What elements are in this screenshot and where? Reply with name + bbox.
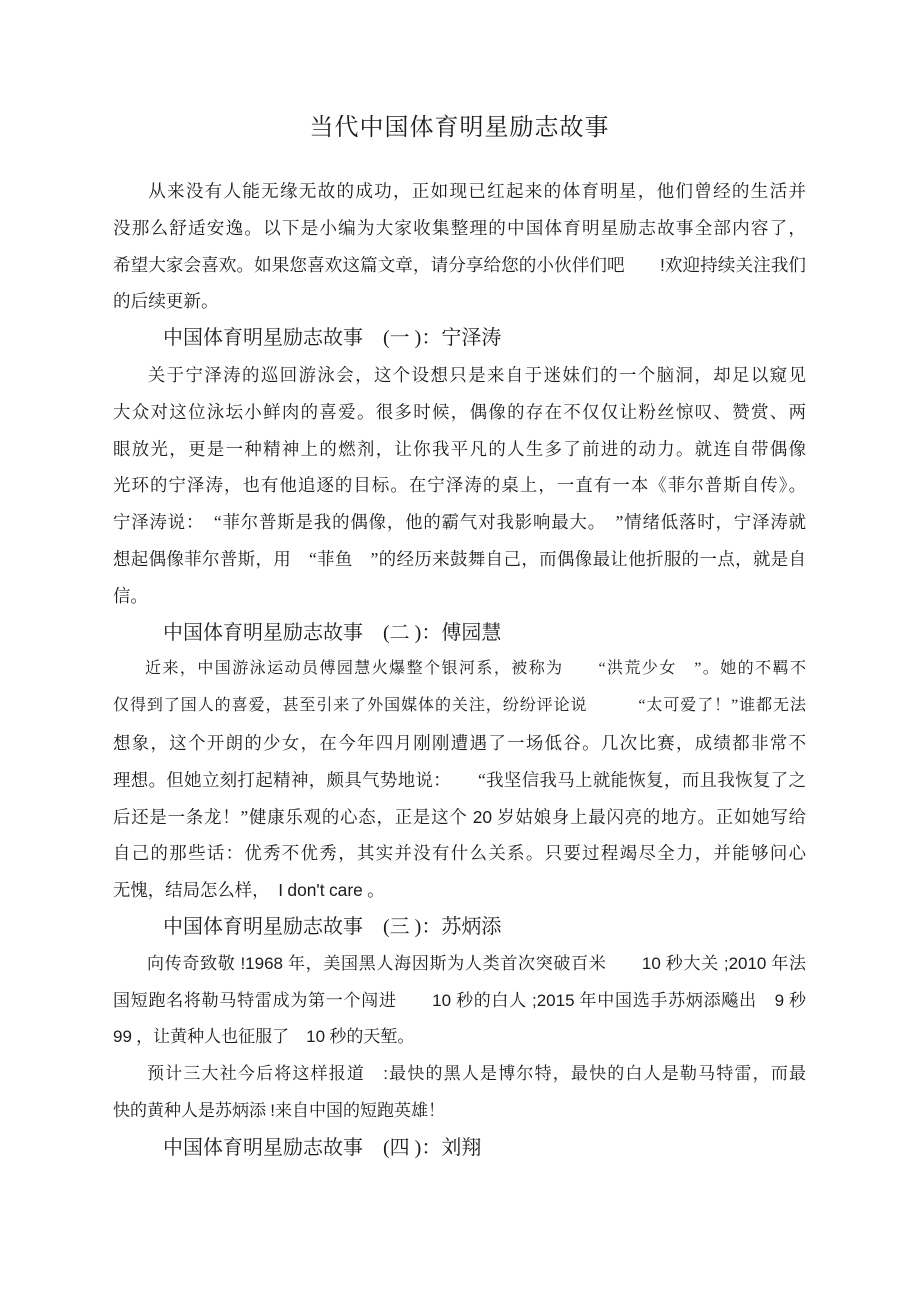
text-line: 关于宁泽涛的巡回游泳会，这个设想只是来自于迷妹们的一个脑洞，却足以窥见 xyxy=(147,364,806,385)
paragraph-intro xyxy=(113,173,806,320)
latin-text: : xyxy=(383,1064,388,1084)
text-line: 自己的那些话：优秀不优秀，其实并没有什么关系。只要过程竭尽全力，并能够问心 xyxy=(113,843,806,864)
text-line: 无愧，结局怎么样， I don't care 。 xyxy=(113,880,385,901)
text-line: 信。 xyxy=(113,585,148,606)
section-heading-fuyuanhui: 中国体育明星励志故事 (二 )：傅园慧 xyxy=(163,621,502,644)
latin-text: 10 xyxy=(641,953,661,973)
document-title: 当代中国体育明星励志故事 xyxy=(309,115,610,141)
latin-text: care xyxy=(328,880,363,901)
text-line: 仅得到了国人的喜爱，甚至引来了外国媒体的关注，纷纷评论说 “太可爱了！”谁都无法 xyxy=(113,697,806,715)
latin-text: ;2015 xyxy=(531,990,575,1010)
text-line: 想起偶像菲尔普斯，用 “菲鱼 ”的经历来鼓舞自己，而偶像最让他折服的一点，就是自 xyxy=(113,548,806,569)
latin-text: ! xyxy=(659,254,665,275)
latin-text: ! xyxy=(270,1100,275,1120)
latin-text: 20 xyxy=(472,806,493,827)
text-line: 希望大家会喜欢。如果您喜欢这篇文章，请分享给您的小伙伴们吧 !欢迎持续关注我们 xyxy=(113,254,806,275)
latin-text: don't xyxy=(287,880,325,901)
latin-text: !1968 xyxy=(240,953,283,973)
section-heading-ningzetao: 中国体育明星励志故事 (一 )：宁泽涛 xyxy=(163,327,502,350)
text-line: 从来没有人能无缘无故的成功，正如现已红起来的体育明星，他们曾经的生活并 xyxy=(148,181,806,201)
latin-text: 99 xyxy=(113,1027,132,1047)
text-line: 光环的宁泽涛，也有他追逐的目标。在宁泽涛的桌上，一直有一本《菲尔普斯自传》。 xyxy=(113,475,806,496)
text-line: 国短跑名将勒马特雷成为第一个闯进 10 秒的白人 ;2015 年中国选手苏炳添飚出 9 秒 xyxy=(113,990,806,1010)
text-line: 大众对这位泳坛小鲜肉的喜爱。很多时候，偶像的存在不仅仅让粉丝惊叹、赞赏、两 xyxy=(113,401,806,422)
text-line: 99 ，让黄种人也征服了 10 秒的天堑。 xyxy=(113,1027,415,1047)
section-heading-subingtian: 中国体育明星励志故事 (三 )：苏炳添 xyxy=(163,915,502,938)
latin-text: 10 xyxy=(432,990,452,1010)
text-line: 没那么舒适安逸。以下是小编为大家收集整理的中国体育明星励志故事全部内容了， xyxy=(113,217,806,238)
latin-text: I xyxy=(278,880,284,901)
latin-text: ;2010 xyxy=(723,953,767,973)
text-line: 向传奇致敬 !1968 年，美国黑人海因斯为人类首次突破百米 10 秒大关 ;2010 年法 xyxy=(147,953,806,973)
paragraph-fuyuanhui xyxy=(113,651,806,909)
text-line: 近来，中国游泳运动员傅园慧火爆整个银河系，被称为 “洪荒少女 ”。她的不羁不 xyxy=(145,660,806,678)
text-line: 宁泽涛说： “菲尔普斯是我的偶像，他的霸气对我影响最大。 ”情绪低落时，宁泽涛就 xyxy=(113,512,806,533)
text-line: 眼放光，更是一种精神上的燃剂，让你我平凡的人生多了前进的动力。就连自带偶像 xyxy=(113,438,806,459)
latin-text: 10 xyxy=(306,1027,326,1047)
latin-text: 9 xyxy=(774,990,785,1010)
paragraph-ningzetao xyxy=(113,357,806,615)
paragraph-subingtian xyxy=(113,946,806,1056)
text-line: 的后续更新。 xyxy=(113,291,219,312)
paragraph-prediction xyxy=(113,1056,806,1130)
text-line: 预计三大社今后将这样报道 :最快的黑人是博尔特，最快的白人是勒马特雷，而最 xyxy=(147,1064,806,1084)
text-line: 后还是一条龙！”健康乐观的心态，正是这个 20 岁姑娘身上最闪亮的地方。正如她写给 xyxy=(113,806,806,827)
text-line: 快的黄种人是苏炳添 !来自中国的短跑英雄！ xyxy=(113,1100,445,1120)
section-heading-liuxiang: 中国体育明星励志故事 (四 )：刘翔 xyxy=(163,1136,482,1159)
text-line: 理想。但她立刻打起精神，颇具气势地说： “我坚信我马上就能恢复，而且我恢复了之 xyxy=(113,769,806,790)
text-line: 想象，这个开朗的少女，在今年四月刚刚遭遇了一场低谷。几次比赛，成绩都非常不 xyxy=(113,732,806,753)
